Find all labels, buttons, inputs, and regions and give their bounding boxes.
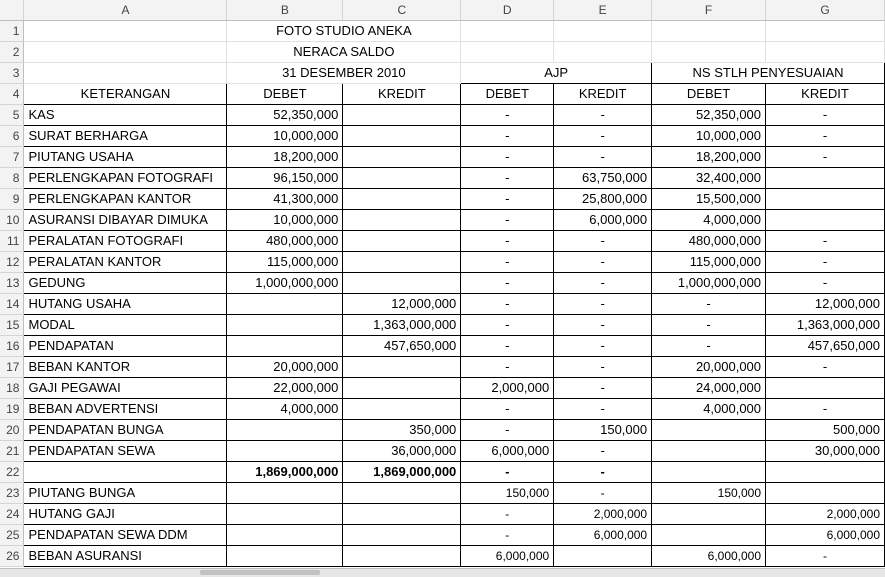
column-header-b[interactable]: B xyxy=(227,0,343,20)
cell[interactable] xyxy=(554,20,652,41)
cell-ns-kredit[interactable]: 30,000,000 xyxy=(766,440,885,461)
cell-keterangan[interactable]: PERALATAN KANTOR xyxy=(24,251,227,272)
row-header[interactable]: 7 xyxy=(0,146,24,167)
row-header[interactable]: 6 xyxy=(0,125,24,146)
cell-ajp-debet[interactable]: - xyxy=(461,356,554,377)
cell-ns-kredit[interactable]: - xyxy=(766,104,885,125)
cell-kredit[interactable]: 457,650,000 xyxy=(343,335,461,356)
cell-keterangan[interactable]: BEBAN KANTOR xyxy=(24,356,227,377)
cell-kredit[interactable]: 1,869,000,000 xyxy=(343,461,461,482)
cell-ajp-debet[interactable]: - xyxy=(461,104,554,125)
cell-ns-debet[interactable]: 4,000,000 xyxy=(652,209,766,230)
cell-debet[interactable]: 10,000,000 xyxy=(227,125,343,146)
cell-debet[interactable]: 18,200,000 xyxy=(227,146,343,167)
cell-ns-kredit[interactable] xyxy=(766,377,885,398)
cell-ns-kredit[interactable]: 500,000 xyxy=(766,419,885,440)
cell-ajp-debet[interactable]: - xyxy=(461,230,554,251)
cell-ns-kredit[interactable]: 2,000,000 xyxy=(766,503,885,524)
cell-ajp-kredit[interactable] xyxy=(554,545,652,566)
cell-ajp-kredit[interactable]: - xyxy=(554,251,652,272)
cell-debet[interactable]: 96,150,000 xyxy=(227,167,343,188)
cell[interactable] xyxy=(24,62,227,83)
row-header[interactable]: 19 xyxy=(0,398,24,419)
cell-ajp-debet[interactable]: - xyxy=(461,398,554,419)
sheet-row xyxy=(0,251,885,272)
cell-ajp-debet[interactable]: - xyxy=(461,524,554,545)
cell-ajp-debet[interactable]: 6,000,000 xyxy=(461,545,554,566)
cell-keterangan[interactable]: PIUTANG USAHA xyxy=(24,146,227,167)
sheet-row xyxy=(0,167,885,188)
cell-ns-kredit[interactable] xyxy=(766,209,885,230)
column-header-c[interactable]: C xyxy=(343,0,461,20)
cell-ajp-debet[interactable]: - xyxy=(461,335,554,356)
cell-ajp-debet[interactable]: - xyxy=(461,461,554,482)
row-header[interactable]: 15 xyxy=(0,314,24,335)
row-header[interactable]: 18 xyxy=(0,377,24,398)
cell-ns-debet[interactable]: 1,000,000,000 xyxy=(652,272,766,293)
row-header[interactable]: 11 xyxy=(0,230,24,251)
cell-keterangan[interactable]: MODAL xyxy=(24,314,227,335)
cell-ns-kredit[interactable]: - xyxy=(766,146,885,167)
cell-ns-kredit[interactable]: - xyxy=(766,545,885,566)
col-head-ns-kredit[interactable]: KREDIT xyxy=(766,83,885,104)
cell-ajp-kredit[interactable]: - xyxy=(554,356,652,377)
cell[interactable] xyxy=(24,20,227,41)
cell-ns-debet[interactable]: 20,000,000 xyxy=(652,356,766,377)
cell-ajp-kredit[interactable]: 150,000 xyxy=(554,419,652,440)
cell-ajp-kredit[interactable]: - xyxy=(554,461,652,482)
cell-ajp-kredit[interactable]: - xyxy=(554,314,652,335)
cell-debet[interactable]: 52,350,000 xyxy=(227,104,343,125)
cell-ajp-kredit[interactable]: 6,000,000 xyxy=(554,524,652,545)
cell-ns-kredit[interactable] xyxy=(766,461,885,482)
cell-ns-debet[interactable]: - xyxy=(652,335,766,356)
cell-ajp-kredit[interactable]: 6,000,000 xyxy=(554,209,652,230)
cell-ns-debet[interactable]: 115,000,000 xyxy=(652,251,766,272)
cell-kredit[interactable] xyxy=(343,503,461,524)
cell-ajp-debet[interactable]: - xyxy=(461,503,554,524)
sheet-row xyxy=(0,20,885,41)
sheet-row xyxy=(0,482,885,503)
row-header[interactable]: 21 xyxy=(0,440,24,461)
column-header-e[interactable]: E xyxy=(554,0,652,20)
cell-ajp-kredit[interactable]: - xyxy=(554,104,652,125)
cell-ns-kredit[interactable]: - xyxy=(766,398,885,419)
cell-ns-debet[interactable] xyxy=(652,503,766,524)
cell-debet[interactable]: 10,000,000 xyxy=(227,209,343,230)
sheet-row xyxy=(0,230,885,251)
sheet-row xyxy=(0,356,885,377)
cell-keterangan[interactable]: SURAT BERHARGA xyxy=(24,125,227,146)
ajp-header[interactable]: AJP xyxy=(461,62,652,83)
sheet-row xyxy=(0,293,885,314)
report-title[interactable]: NERACA SALDO xyxy=(227,41,461,62)
cell-debet[interactable] xyxy=(227,524,343,545)
row-header[interactable]: 22 xyxy=(0,461,24,482)
row-header[interactable]: 5 xyxy=(0,104,24,125)
cell-ns-debet[interactable]: 10,000,000 xyxy=(652,125,766,146)
sheet-row xyxy=(0,314,885,335)
sheet-row xyxy=(0,377,885,398)
cell-ajp-kredit[interactable]: - xyxy=(554,482,652,503)
cell-kredit[interactable] xyxy=(343,524,461,545)
cell-ajp-kredit[interactable]: - xyxy=(554,293,652,314)
row-header[interactable]: 24 xyxy=(0,503,24,524)
cell-debet[interactable]: 480,000,000 xyxy=(227,230,343,251)
cell[interactable] xyxy=(652,41,766,62)
cell-ns-debet[interactable]: 24,000,000 xyxy=(652,377,766,398)
row-header[interactable]: 14 xyxy=(0,293,24,314)
row-header[interactable]: 12 xyxy=(0,251,24,272)
col-head-debet[interactable]: DEBET xyxy=(227,83,343,104)
cell-ns-kredit[interactable] xyxy=(766,482,885,503)
row-header[interactable]: 1 xyxy=(0,20,24,41)
cell-ajp-debet[interactable]: - xyxy=(461,209,554,230)
cell-debet[interactable]: 1,869,000,000 xyxy=(227,461,343,482)
cell-ajp-kredit[interactable]: 63,750,000 xyxy=(554,167,652,188)
sheet-row xyxy=(0,461,885,482)
sheet-row xyxy=(0,524,885,545)
select-all-corner[interactable] xyxy=(0,0,24,20)
cell-ns-kredit[interactable]: - xyxy=(766,230,885,251)
cell-ns-kredit[interactable]: - xyxy=(766,356,885,377)
cell-ns-kredit[interactable]: - xyxy=(766,251,885,272)
cell[interactable] xyxy=(461,41,554,62)
cell-ns-debet[interactable] xyxy=(652,461,766,482)
cell[interactable] xyxy=(766,41,885,62)
cell-keterangan[interactable]: KAS xyxy=(24,104,227,125)
row-header[interactable]: 9 xyxy=(0,188,24,209)
column-header-g[interactable]: G xyxy=(766,0,885,20)
ns-header[interactable]: NS STLH PENYESUAIAN xyxy=(652,62,885,83)
cell-debet[interactable]: 115,000,000 xyxy=(227,251,343,272)
cell-ajp-kredit[interactable]: - xyxy=(554,398,652,419)
cell-ns-debet[interactable]: 32,400,000 xyxy=(652,167,766,188)
cell-ns-kredit[interactable] xyxy=(766,188,885,209)
cell[interactable] xyxy=(652,20,766,41)
cell-ns-debet[interactable]: 52,350,000 xyxy=(652,104,766,125)
cell-ns-debet[interactable]: 150,000 xyxy=(652,482,766,503)
cell-ns-debet[interactable]: 480,000,000 xyxy=(652,230,766,251)
cell-ajp-debet[interactable]: - xyxy=(461,272,554,293)
cell-ns-debet[interactable]: 15,500,000 xyxy=(652,188,766,209)
row-header[interactable]: 16 xyxy=(0,335,24,356)
cell-debet[interactable] xyxy=(227,440,343,461)
cell-ns-debet[interactable]: - xyxy=(652,293,766,314)
cell-kredit[interactable] xyxy=(343,230,461,251)
cell-keterangan[interactable]: BEBAN ADVERTENSI xyxy=(24,398,227,419)
sheet-row xyxy=(0,209,885,230)
cell-ajp-kredit[interactable]: 25,800,000 xyxy=(554,188,652,209)
row-header[interactable]: 26 xyxy=(0,545,24,566)
cell-kredit[interactable]: 1,363,000,000 xyxy=(343,314,461,335)
cell-kredit[interactable] xyxy=(343,545,461,566)
row-header[interactable]: 8 xyxy=(0,167,24,188)
sheet-row xyxy=(0,503,885,524)
column-header-row xyxy=(0,0,885,20)
row-header[interactable]: 13 xyxy=(0,272,24,293)
cell-ajp-kredit[interactable]: - xyxy=(554,377,652,398)
sheet-row xyxy=(0,104,885,125)
cell-keterangan[interactable]: ASURANSI DIBAYAR DIMUKA xyxy=(24,209,227,230)
row-header[interactable]: 3 xyxy=(0,62,24,83)
sheet-row xyxy=(0,83,885,104)
cell-ajp-debet[interactable]: - xyxy=(461,188,554,209)
cell-ns-debet[interactable] xyxy=(652,524,766,545)
cell-debet[interactable] xyxy=(227,314,343,335)
cell-ajp-debet[interactable]: 6,000,000 xyxy=(461,440,554,461)
cell-keterangan[interactable]: PERLENGKAPAN FOTOGRAFI xyxy=(24,167,227,188)
cell-kredit[interactable]: 12,000,000 xyxy=(343,293,461,314)
column-header-a[interactable]: A xyxy=(24,0,227,20)
cell-ns-debet[interactable] xyxy=(652,440,766,461)
cell-ns-kredit[interactable]: - xyxy=(766,272,885,293)
col-head-kredit[interactable]: KREDIT xyxy=(343,83,461,104)
cell[interactable] xyxy=(554,41,652,62)
cell-keterangan[interactable]: HUTANG USAHA xyxy=(24,293,227,314)
row-header[interactable]: 2 xyxy=(0,41,24,62)
sheet-row xyxy=(0,62,885,83)
row-header[interactable]: 10 xyxy=(0,209,24,230)
cell-ns-debet[interactable]: 18,200,000 xyxy=(652,146,766,167)
row-header[interactable]: 23 xyxy=(0,482,24,503)
sheet-row xyxy=(0,188,885,209)
cell[interactable] xyxy=(461,20,554,41)
cell-ajp-kredit[interactable]: - xyxy=(554,272,652,293)
cell-keterangan[interactable]: BEBAN ASURANSI xyxy=(24,545,227,566)
cell-keterangan[interactable] xyxy=(24,461,227,482)
cell-ns-kredit[interactable]: 457,650,000 xyxy=(766,335,885,356)
cell-ns-debet[interactable]: 6,000,000 xyxy=(652,545,766,566)
cell-kredit[interactable]: 350,000 xyxy=(343,419,461,440)
col-head-ns-debet[interactable]: DEBET xyxy=(652,83,766,104)
cell-kredit[interactable] xyxy=(343,104,461,125)
cell-ajp-debet[interactable]: 150,000 xyxy=(461,482,554,503)
cell-keterangan[interactable]: GEDUNG xyxy=(24,272,227,293)
cell-debet[interactable] xyxy=(227,545,343,566)
cell-kredit[interactable] xyxy=(343,272,461,293)
cell-debet[interactable]: 41,300,000 xyxy=(227,188,343,209)
cell-ajp-kredit[interactable]: - xyxy=(554,146,652,167)
cell-kredit[interactable] xyxy=(343,209,461,230)
cell-ajp-debet[interactable]: - xyxy=(461,167,554,188)
cell-ns-kredit[interactable]: 1,363,000,000 xyxy=(766,314,885,335)
cell-debet[interactable]: 22,000,000 xyxy=(227,377,343,398)
cell-debet[interactable] xyxy=(227,503,343,524)
cell-kredit[interactable] xyxy=(343,356,461,377)
column-header-d[interactable]: D xyxy=(461,0,554,20)
cell-kredit[interactable] xyxy=(343,377,461,398)
scrollbar-thumb[interactable] xyxy=(200,570,320,575)
cell-ajp-debet[interactable]: - xyxy=(461,419,554,440)
cell-ns-kredit[interactable]: 6,000,000 xyxy=(766,524,885,545)
cell-keterangan[interactable]: HUTANG GAJI xyxy=(24,503,227,524)
cell-debet[interactable]: 4,000,000 xyxy=(227,398,343,419)
cell-keterangan[interactable]: PERLENGKAPAN KANTOR xyxy=(24,188,227,209)
cell[interactable] xyxy=(24,41,227,62)
cell-debet[interactable] xyxy=(227,482,343,503)
cell-ajp-kredit[interactable]: 2,000,000 xyxy=(554,503,652,524)
sheet-row xyxy=(0,398,885,419)
report-date[interactable]: 31 DESEMBER 2010 xyxy=(227,62,461,83)
sheet-row xyxy=(0,419,885,440)
sheet-row xyxy=(0,440,885,461)
cell-ajp-debet[interactable]: - xyxy=(461,314,554,335)
sheet-row xyxy=(0,41,885,62)
company-title[interactable]: FOTO STUDIO ANEKA xyxy=(227,20,461,41)
sheet-row xyxy=(0,272,885,293)
cell-kredit[interactable] xyxy=(343,251,461,272)
cell-keterangan[interactable]: PERALATAN FOTOGRAFI xyxy=(24,230,227,251)
col-head-ajp-debet[interactable]: DEBET xyxy=(461,83,554,104)
cell-ajp-debet[interactable]: - xyxy=(461,251,554,272)
cell-ns-debet[interactable]: - xyxy=(652,314,766,335)
row-header[interactable]: 17 xyxy=(0,356,24,377)
col-head-keterangan[interactable]: KETERANGAN xyxy=(24,83,227,104)
cell-keterangan[interactable]: PIUTANG BUNGA xyxy=(24,482,227,503)
cell-ajp-debet[interactable]: 2,000,000 xyxy=(461,377,554,398)
cell-debet[interactable]: 1,000,000,000 xyxy=(227,272,343,293)
row-header[interactable]: 25 xyxy=(0,524,24,545)
cell-ns-kredit[interactable] xyxy=(766,167,885,188)
cell-keterangan[interactable]: PENDAPATAN xyxy=(24,335,227,356)
cell-ajp-kredit[interactable]: - xyxy=(554,125,652,146)
cell-kredit[interactable] xyxy=(343,125,461,146)
cell-kredit[interactable] xyxy=(343,482,461,503)
cell-ajp-debet[interactable]: - xyxy=(461,293,554,314)
sheet-row xyxy=(0,335,885,356)
cell[interactable] xyxy=(766,20,885,41)
cell-ajp-debet[interactable]: - xyxy=(461,146,554,167)
cell-debet[interactable] xyxy=(227,293,343,314)
cell-ns-kredit[interactable]: 12,000,000 xyxy=(766,293,885,314)
row-header[interactable]: 4 xyxy=(0,83,24,104)
cell-debet[interactable] xyxy=(227,419,343,440)
column-header-f[interactable]: F xyxy=(652,0,766,20)
cell-keterangan[interactable]: PENDAPATAN SEWA DDM xyxy=(24,524,227,545)
cell-ajp-debet[interactable]: - xyxy=(461,125,554,146)
cell-ajp-kredit[interactable]: - xyxy=(554,230,652,251)
col-head-ajp-kredit[interactable]: KREDIT xyxy=(554,83,652,104)
cell-ns-debet[interactable]: 4,000,000 xyxy=(652,398,766,419)
cell-debet[interactable] xyxy=(227,335,343,356)
cell-kredit[interactable]: 36,000,000 xyxy=(343,440,461,461)
sheet-row xyxy=(0,146,885,167)
cell-debet[interactable]: 20,000,000 xyxy=(227,356,343,377)
cell-keterangan[interactable]: PENDAPATAN BUNGA xyxy=(24,419,227,440)
cell-kredit[interactable] xyxy=(343,398,461,419)
cell-ajp-kredit[interactable]: - xyxy=(554,440,652,461)
cell-kredit[interactable] xyxy=(343,146,461,167)
cell-kredit[interactable] xyxy=(343,167,461,188)
cell-kredit[interactable] xyxy=(343,188,461,209)
sheet-row xyxy=(0,125,885,146)
row-header[interactable]: 20 xyxy=(0,419,24,440)
cell-ns-kredit[interactable]: - xyxy=(766,125,885,146)
cell-keterangan[interactable]: GAJI PEGAWAI xyxy=(24,377,227,398)
cell-ajp-kredit[interactable]: - xyxy=(554,335,652,356)
cell-ns-debet[interactable] xyxy=(652,419,766,440)
sheet-row xyxy=(0,545,885,566)
cell-keterangan[interactable]: PENDAPATAN SEWA xyxy=(24,440,227,461)
